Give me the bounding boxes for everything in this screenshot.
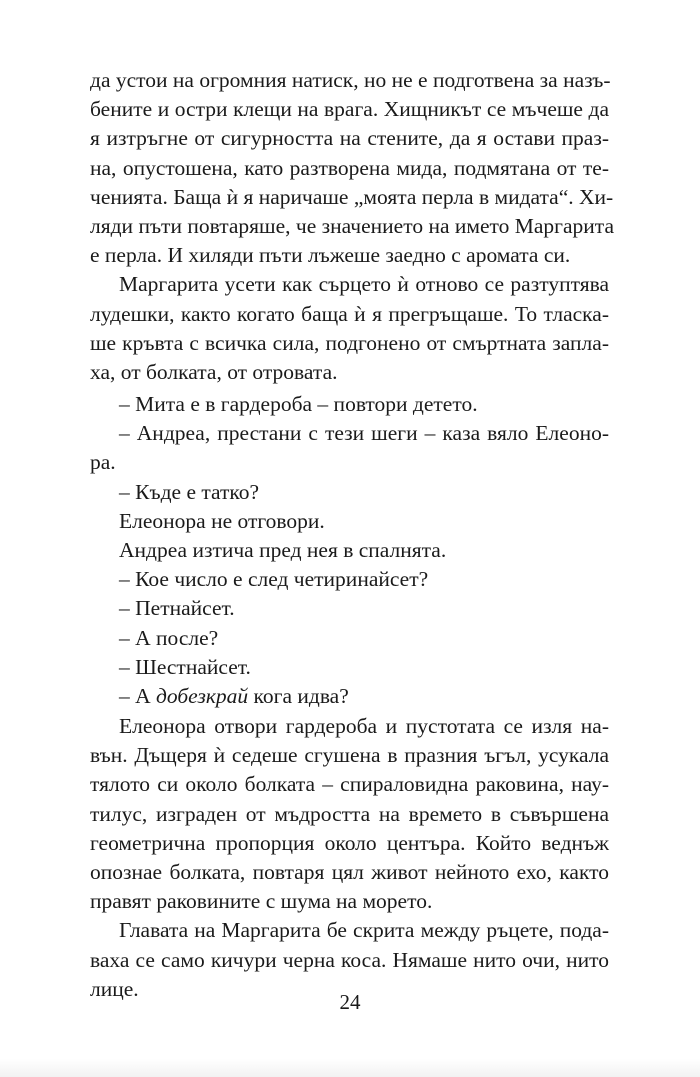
paragraph-3 <box>90 712 609 916</box>
paragraph-1 <box>90 66 614 270</box>
text-block-2 <box>90 712 609 1004</box>
dialogue-line: – Къде е татко? <box>119 479 260 504</box>
dialogue-line: Андреа изтича пред нея в спалнята. <box>119 538 447 563</box>
dialogue-line: – Андреа, престани с тези шеги – каза вяло Елеоно- <box>119 421 609 446</box>
dialogue-line: – Петнайсет. <box>119 596 235 621</box>
dialogue-line <box>90 682 609 711</box>
text-line: тялото си около болката – спираловидна раковина, нау- <box>90 772 609 797</box>
dialogue-line: Елеонора не отговори. <box>119 508 325 533</box>
dialogue-prefix: – А <box>119 684 157 709</box>
text-block-1 <box>90 66 614 387</box>
text-line: е перла. И хиляди пъти лъжеше заедно с аромата си. <box>90 243 571 268</box>
dialogue-line: – А после? <box>119 625 219 650</box>
text-line: лудешки, както когато баща ѝ я прегръщаше. То тласка- <box>90 301 609 326</box>
text-line: на, опустошена, като разтворена мида, подмятана от те- <box>90 155 609 180</box>
dialogue-line: – Кое число е след четиринайсет? <box>119 567 429 592</box>
text-line: бените и остри клещи на врага. Хищникът се мъчеше да <box>90 97 609 122</box>
text-line: тилус, изграден от мъдростта на времето в съвършена <box>90 801 609 826</box>
text-line: ваха се само кичури черна коса. Нямаше нито очи, нито <box>90 947 609 972</box>
text-line: Маргарита усети как сърцето ѝ отново се разтуптява <box>119 272 609 297</box>
scan-edge <box>0 1059 700 1077</box>
text-line: ше кръвта с всичка сила, подгонено от смъртната запла- <box>90 330 609 355</box>
dialogue-line: – Шестнайсет. <box>119 654 251 679</box>
text-line: Главата на Маргарита бе скрита между ръцете, пода- <box>119 918 609 943</box>
dialogue-block <box>90 390 609 711</box>
text-line: ченията. Баща ѝ я наричаше „моята перла в мидата“. Хи- <box>90 184 614 209</box>
page-number: 24 <box>339 990 361 1014</box>
text-line: я изтръгне от сигурността на стените, да я остави праз- <box>90 126 609 151</box>
text-line: правят раковините с шума на морето. <box>90 889 433 914</box>
dialogue-suffix: кога идва? <box>248 684 349 709</box>
text-line: ляди пъти повтаряше, че значението на името Маргарита <box>90 214 614 239</box>
text-line: опознае болката, повтаря цял живот нейното ехо, както <box>90 860 609 885</box>
text-line: геометрична пропорция около центъра. Който веднъж <box>90 830 609 855</box>
text-line: лице. <box>90 976 139 1001</box>
text-line: вън. Дъщеря ѝ седеше сгушена в празния ъгъл, усукала <box>90 743 609 768</box>
text-line: да устои на огромния натиск, но не е подготвена за назъ- <box>90 68 611 92</box>
dialogue-line: – Мита е в гардероба – повтори детето. <box>119 392 478 416</box>
italic-word: добезкрай <box>156 684 249 709</box>
text-line: ха, от болката, от отровата. <box>90 360 338 385</box>
dialogue-line: ра. <box>90 450 116 475</box>
paragraph-2 <box>90 270 609 387</box>
text-line: Елеонора отвори гардероба и пустотата се изля на- <box>119 714 609 738</box>
